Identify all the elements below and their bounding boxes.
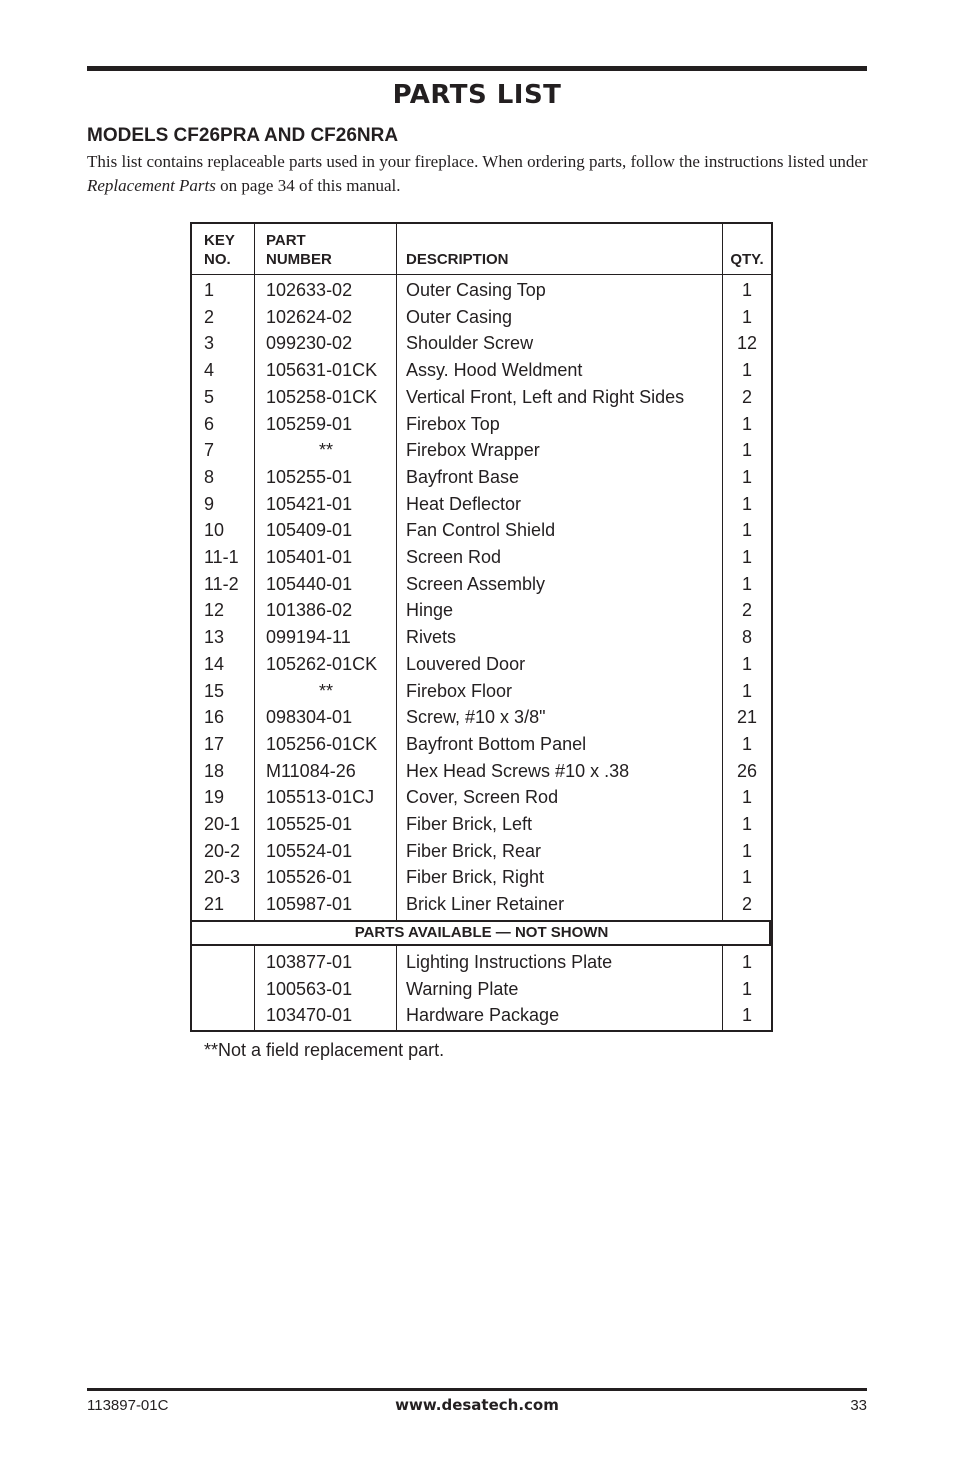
- cell-description: Heat Deflector: [406, 493, 522, 514]
- cell-part-number: 105526-01: [266, 867, 353, 888]
- cell-qty: 1: [741, 440, 752, 461]
- cell-key-no: 17: [204, 733, 225, 754]
- cell-description: Rivets: [406, 627, 457, 648]
- cell-qty: 2: [741, 600, 752, 621]
- cell-key-no: 21: [204, 894, 225, 915]
- table-row: [192, 357, 771, 384]
- table-row: [192, 864, 771, 891]
- cell-description: Fiber Brick, Rear: [406, 840, 542, 861]
- cell-key-no: 11-1: [204, 547, 239, 567]
- cell-qty: 1: [741, 1005, 752, 1026]
- cell-part-number: 103877-01: [266, 952, 353, 972]
- cell-part-number: M11084-26: [266, 760, 356, 781]
- website-link[interactable]: www.desatech.com: [395, 1396, 559, 1414]
- table-row: [192, 704, 771, 731]
- cell-key-no: 10: [204, 520, 225, 541]
- cell-qty: 1: [741, 733, 752, 754]
- cell-description: Firebox Top: [406, 413, 500, 434]
- table-row: [192, 1002, 771, 1029]
- cell-description: Screw, #10 x 3/8": [406, 707, 546, 728]
- cell-description: Bayfront Base: [406, 466, 520, 487]
- cell-part-number: 105255-01: [266, 466, 353, 487]
- cell-key-no: 20-2: [204, 840, 241, 861]
- cell-key-no: 19: [204, 787, 225, 808]
- cell-description: Fiber Brick, Left: [406, 814, 533, 834]
- cell-key-no: 18: [204, 760, 225, 781]
- header-part-number: [266, 231, 332, 269]
- table-row: [192, 678, 771, 705]
- cell-description: Firebox Floor: [406, 680, 513, 701]
- table-row: [192, 784, 771, 811]
- cell-part-number: 105258-01CK: [266, 386, 378, 407]
- header-key-line2: NO.: [204, 251, 231, 268]
- cell-qty: 1: [741, 413, 752, 434]
- cell-description: Screen Rod: [406, 547, 502, 567]
- cell-qty: 1: [741, 952, 752, 972]
- header-part-line1: PART: [266, 232, 306, 249]
- not-shown-bottom-divider: [192, 944, 771, 946]
- table-row: [192, 304, 771, 331]
- header-key-line1: KEY: [204, 232, 235, 249]
- cell-key-no: 11-2: [204, 573, 239, 594]
- cell-part-number: 098304-01: [266, 707, 353, 728]
- cell-qty: 12: [736, 333, 758, 354]
- cell-key-no: 14: [204, 653, 225, 674]
- top-rule: [87, 66, 867, 71]
- cell-description: Hinge: [406, 600, 454, 621]
- cell-part-number: 102633-02: [266, 280, 353, 300]
- not-shown-top-divider: [192, 920, 771, 922]
- cell-qty: 1: [741, 493, 752, 514]
- cell-description: Fan Control Shield: [406, 520, 556, 541]
- cell-description: Hex Head Screws #10 x .38: [406, 760, 630, 781]
- doc-number: 113897-01C: [87, 1397, 169, 1414]
- cell-key-no: 2: [204, 306, 215, 327]
- table-row: [192, 544, 771, 571]
- cell-description: Vertical Front, Left and Right Sides: [406, 386, 685, 407]
- table-row: [192, 437, 771, 464]
- table-row: [192, 384, 771, 411]
- cell-qty: 1: [741, 520, 752, 541]
- cell-part-number: 105524-01: [266, 840, 353, 861]
- cell-part-number: 105401-01: [266, 547, 353, 567]
- cell-key-no: 5: [204, 386, 215, 407]
- header-divider: [192, 274, 771, 275]
- cell-key-no: 9: [204, 493, 215, 514]
- cell-qty: 21: [736, 707, 758, 728]
- table-row: [192, 464, 771, 491]
- cell-part-number: 101386-02: [266, 600, 353, 621]
- table-row: [192, 838, 771, 865]
- cell-qty: 1: [741, 547, 752, 567]
- cell-description: Firebox Wrapper: [406, 440, 540, 461]
- cell-part-number: 099194-11: [266, 627, 351, 648]
- cell-qty: 1: [741, 814, 752, 834]
- cell-description: Bayfront Bottom Panel: [406, 733, 587, 754]
- cell-description: Screen Assembly: [406, 573, 546, 594]
- cell-description: Fiber Brick, Right: [406, 867, 545, 888]
- cell-key-no: 4: [204, 360, 215, 381]
- cell-qty: 1: [741, 653, 752, 674]
- intro-paragraph: [87, 150, 877, 198]
- cell-description: Hardware Package: [406, 1005, 560, 1026]
- cell-part-number: 105259-01: [266, 413, 353, 434]
- cell-qty: 1: [741, 867, 752, 888]
- table-row: [192, 330, 771, 357]
- table-row: [192, 651, 771, 678]
- table-row: [192, 891, 771, 918]
- cell-description: Warning Plate: [406, 978, 519, 999]
- cell-part-number: 099230-02: [266, 333, 353, 354]
- cell-description: Outer Casing: [406, 306, 513, 327]
- cell-qty: 1: [741, 360, 752, 381]
- header-part-line2: NUMBER: [266, 251, 332, 268]
- table-row: [192, 597, 771, 624]
- cell-qty: 2: [741, 386, 752, 407]
- header-key-no: [204, 231, 235, 269]
- cell-qty: 1: [741, 840, 752, 861]
- cell-qty: 26: [736, 760, 758, 781]
- cell-description: Assy. Hood Weldment: [406, 360, 583, 381]
- cell-qty: 8: [741, 627, 752, 648]
- table-row: [192, 758, 771, 785]
- cell-description: Brick Liner Retainer: [406, 894, 565, 915]
- table-row: [192, 731, 771, 758]
- section-heading: MODELS CF26PRA AND CF26NRA: [87, 125, 399, 146]
- cell-part-number: 100563-01: [266, 978, 353, 999]
- cell-part-number: 105409-01: [266, 520, 353, 541]
- cell-key-no: 20-3: [204, 867, 241, 888]
- cell-part-number: 105262-01CK: [266, 653, 378, 674]
- cell-description: Outer Casing Top: [406, 280, 546, 300]
- cell-qty: 1: [741, 680, 752, 701]
- cell-key-no: 1: [204, 280, 215, 300]
- cell-qty: 1: [741, 306, 752, 327]
- cell-key-no: 6: [204, 413, 215, 434]
- not-shown-heading: PARTS AVAILABLE — NOT SHOWN: [354, 924, 609, 941]
- cell-key-no: 16: [204, 707, 225, 728]
- table-row: [192, 976, 771, 1003]
- cell-part-number: 105987-01: [266, 894, 353, 915]
- footnote: **Not a field replacement part.: [204, 1040, 445, 1060]
- cell-key-no: 3: [204, 333, 215, 354]
- cell-part-number: 105631-01CK: [266, 360, 378, 381]
- cell-part-number: 105513-01CJ: [266, 787, 375, 808]
- cell-key-no: 12: [204, 600, 225, 621]
- cell-description: Cover, Screen Rod: [406, 787, 559, 808]
- header-qty: QTY.: [730, 251, 764, 268]
- cell-qty: 1: [741, 280, 752, 300]
- table-row: [192, 624, 771, 651]
- cell-part-number: **: [318, 680, 333, 701]
- cell-part-number: **: [318, 440, 333, 461]
- cell-key-no: 15: [204, 680, 225, 701]
- cell-description: Lighting Instructions Plate: [406, 952, 613, 972]
- table-row: [192, 571, 771, 598]
- table-row: [192, 411, 771, 438]
- cell-part-number: 103470-01: [266, 1005, 353, 1026]
- intro-text-after: on page 34 of this manual.: [215, 176, 401, 195]
- header-description: DESCRIPTION: [406, 251, 509, 268]
- table-row: [192, 811, 771, 838]
- cell-qty: 2: [741, 894, 752, 915]
- cell-part-number: 105421-01: [266, 493, 353, 514]
- cell-key-no: 13: [204, 627, 225, 648]
- cell-part-number: 102624-02: [266, 306, 353, 327]
- cell-qty: 1: [741, 573, 752, 594]
- cell-part-number: 105256-01CK: [266, 733, 378, 754]
- cell-part-number: 105525-01: [266, 814, 353, 834]
- cell-description: Shoulder Screw: [406, 333, 534, 354]
- cell-key-no: 20-1: [204, 814, 241, 834]
- intro-text-emphasis: Replacement Parts: [87, 176, 216, 195]
- page-title: PARTS LIST: [392, 80, 562, 110]
- intro-text-before: This list contains replaceable parts used in your fireplace. When ordering parts, follow the instructions listed under: [87, 152, 868, 171]
- cell-qty: 1: [741, 466, 752, 487]
- cell-key-no: 7: [204, 440, 215, 461]
- table-row: [192, 949, 771, 976]
- parts-table: [190, 222, 773, 1032]
- table-row: [192, 277, 771, 304]
- cell-qty: 1: [741, 978, 752, 999]
- cell-description: Louvered Door: [406, 653, 526, 674]
- cell-key-no: 8: [204, 466, 215, 487]
- page-number: 33: [850, 1397, 867, 1414]
- table-row: [192, 517, 771, 544]
- cell-part-number: 105440-01: [266, 573, 353, 594]
- bottom-rule: [87, 1388, 867, 1391]
- table-row: [192, 491, 771, 518]
- cell-qty: 1: [741, 787, 752, 808]
